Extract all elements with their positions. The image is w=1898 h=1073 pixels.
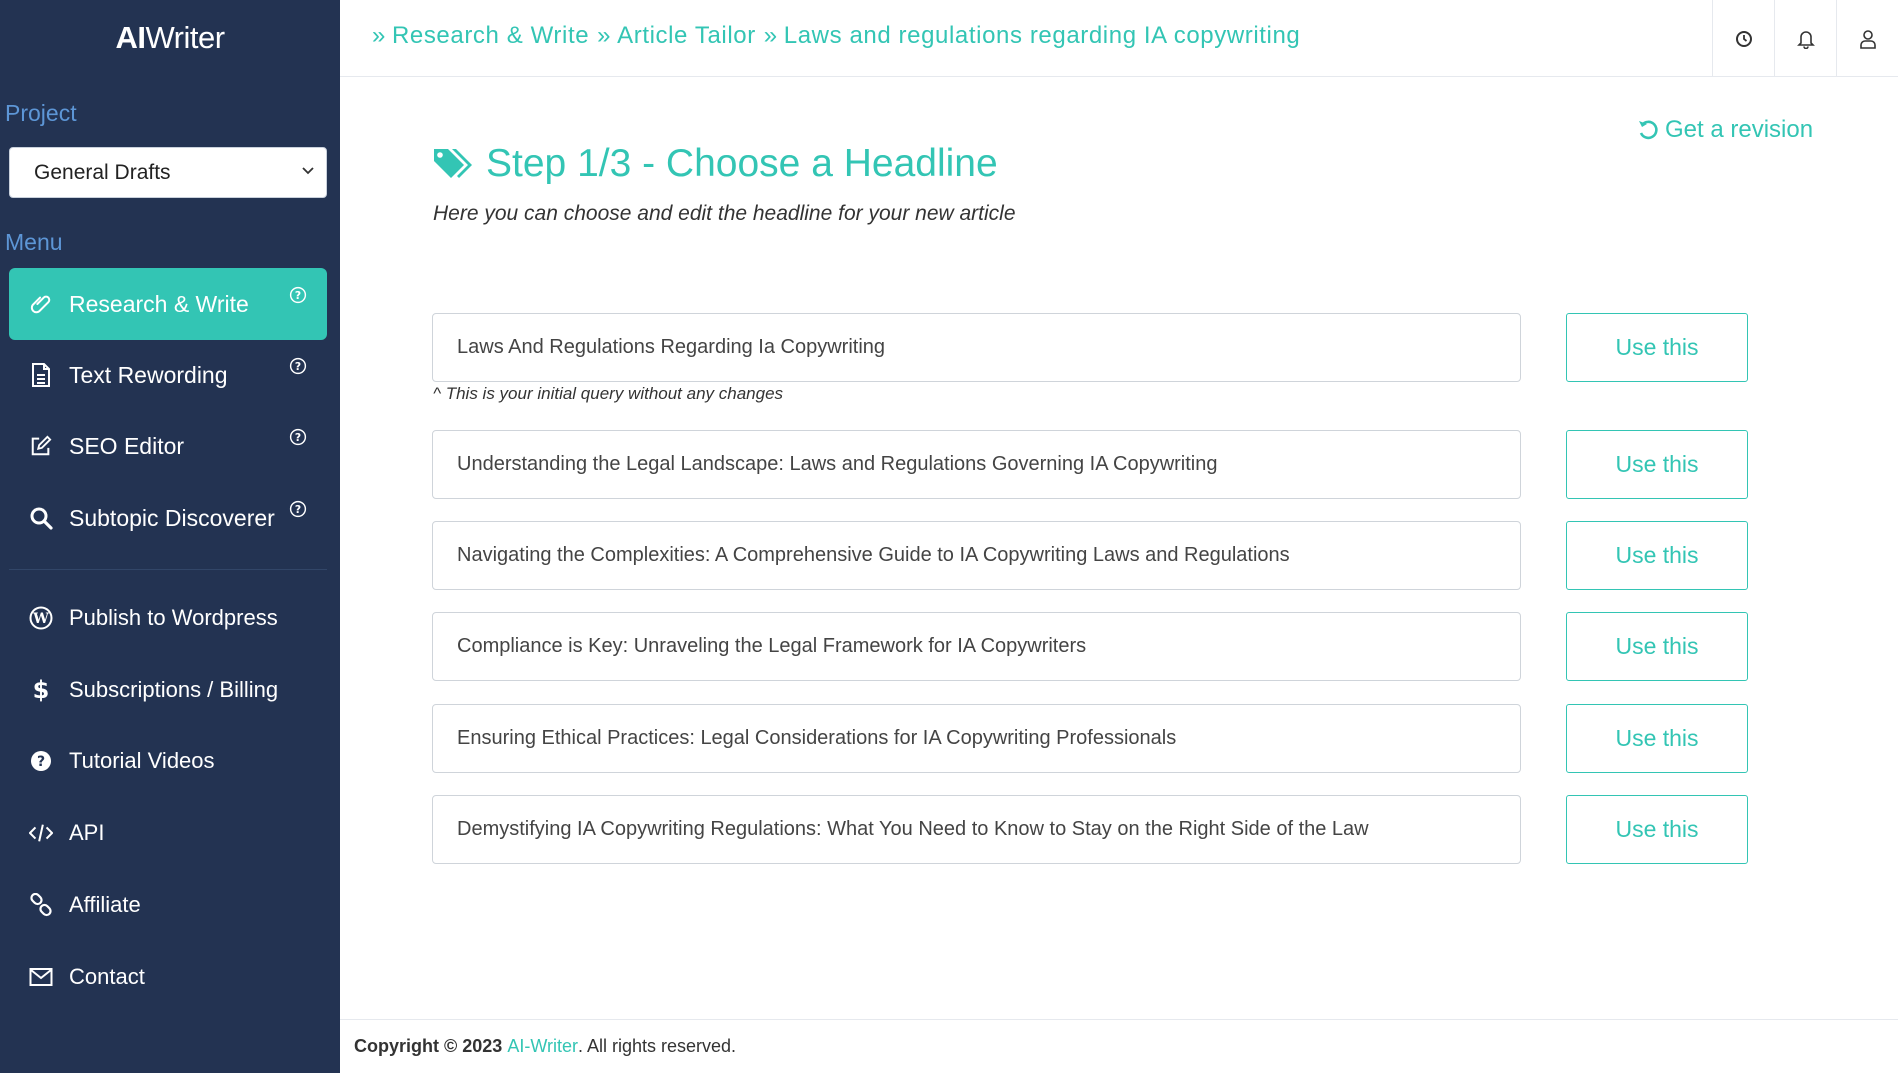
breadcrumb — [372, 22, 1308, 50]
project-select-value: General Drafts — [34, 160, 171, 184]
headline-input-4[interactable]: Compliance is Key: Unraveling the Legal Framework for IA Copywriters — [432, 612, 1521, 681]
use-this-button-5[interactable]: Use this — [1566, 704, 1748, 773]
clock-button[interactable] — [1712, 0, 1774, 77]
sidebar-item-label: Text Rewording — [69, 361, 228, 388]
sidebar-item-label: SEO Editor — [69, 432, 185, 459]
get-revision-label: Get a revision — [1665, 116, 1814, 143]
sidebar-item-label: Subscriptions / Billing — [69, 677, 279, 702]
help-icon[interactable] — [289, 428, 307, 446]
sidebar-item-seo-editor[interactable] — [9, 410, 327, 482]
help-icon[interactable] — [289, 500, 307, 518]
sidebar-item-research-write[interactable] — [9, 268, 327, 340]
chevron-down-icon — [300, 162, 316, 178]
svg-text:?: ? — [294, 431, 302, 445]
paperclip-icon — [29, 292, 53, 316]
breadcrumb-item-current: Laws and regulations regarding IA copywriting — [783, 22, 1301, 49]
help-icon[interactable] — [289, 286, 307, 304]
sidebar-item-label: Publish to Wordpress — [69, 605, 278, 630]
sidebar-item-affiliate[interactable] — [9, 869, 327, 941]
svg-text:$: $ — [33, 677, 49, 703]
use-this-button-6[interactable]: Use this — [1566, 795, 1748, 864]
sidebar-item-label: Affiliate — [69, 892, 141, 917]
help-icon[interactable] — [289, 357, 307, 375]
headline-input-5[interactable]: Ensuring Ethical Practices: Legal Considerations for IA Copywriting Professionals — [432, 704, 1521, 773]
sidebar-item-label: Subtopic Discoverer — [69, 504, 275, 531]
project-label: Project — [5, 100, 77, 126]
svg-text:?: ? — [294, 503, 302, 517]
document-icon — [29, 363, 53, 387]
sidebar-item-api[interactable] — [9, 797, 327, 869]
notifications-button[interactable] — [1774, 0, 1836, 77]
svg-text:?: ? — [294, 360, 302, 374]
link-icon — [29, 893, 53, 917]
breadcrumb-separator-icon: » — [372, 22, 386, 49]
clock-icon — [1735, 30, 1753, 48]
undo-icon — [1637, 119, 1659, 141]
svg-text:?: ? — [36, 754, 46, 770]
headline-input-6[interactable]: Demystifying IA Copywriting Regulations: What You Need to Know to Stay on the Right Side of the Law — [432, 795, 1521, 864]
footer-copyright: Copyright © 2023 — [354, 1036, 503, 1056]
page-title — [432, 142, 998, 186]
code-icon — [29, 821, 53, 845]
svg-text:?: ? — [294, 289, 302, 303]
edit-icon — [29, 434, 53, 458]
step-title-text: Step 1/3 - Choose a Headline — [486, 142, 998, 185]
menu-label: Menu — [5, 229, 63, 255]
use-this-button-2[interactable]: Use this — [1566, 430, 1748, 499]
use-this-button-3[interactable]: Use this — [1566, 521, 1748, 590]
headline-input-2[interactable]: Understanding the Legal Landscape: Laws and Regulations Governing IA Copywriting — [432, 430, 1521, 499]
sidebar-item-label: Contact — [69, 964, 145, 989]
sidebar-divider — [9, 569, 327, 570]
sidebar-item-label: API — [69, 820, 105, 845]
sidebar-item-contact[interactable] — [9, 941, 327, 1013]
sidebar-item-publish-wordpress[interactable] — [9, 582, 327, 654]
envelope-icon — [29, 965, 53, 989]
page-subtitle: Here you can choose and edit the headline for your new article — [433, 202, 1016, 225]
use-this-button-4[interactable]: Use this — [1566, 612, 1748, 681]
sidebar-item-text-rewording[interactable] — [9, 339, 327, 411]
breadcrumb-item-research-write[interactable]: Research & Write — [391, 22, 590, 49]
user-menu-button[interactable] — [1836, 0, 1898, 77]
sidebar-item-subscriptions-billing[interactable] — [9, 654, 327, 726]
sidebar-item-label: Tutorial Videos — [69, 748, 215, 773]
headline-input-1[interactable]: Laws And Regulations Regarding Ia Copywriting — [432, 313, 1521, 382]
use-this-button-1[interactable]: Use this — [1566, 313, 1748, 382]
user-icon — [1859, 29, 1877, 49]
sidebar-item-label: Research & Write — [69, 290, 249, 317]
question-circle-icon — [29, 749, 53, 773]
get-revision-link[interactable] — [1637, 116, 1813, 144]
search-icon — [29, 506, 53, 530]
footer-rights: . All rights reserved. — [578, 1036, 737, 1056]
initial-query-note: ^ This is your initial query without any changes — [433, 384, 784, 403]
tags-icon — [432, 146, 474, 182]
wordpress-icon — [29, 606, 53, 630]
headline-input-3[interactable]: Navigating the Complexities: A Comprehensive Guide to IA Copywriting Laws and Regulations — [432, 521, 1521, 590]
dollar-icon — [29, 678, 53, 702]
topbar — [340, 0, 1898, 77]
svg-text:W: W — [33, 611, 49, 627]
brand-logo[interactable]: AIWriter — [115, 20, 225, 55]
sidebar-item-tutorial-videos[interactable] — [9, 725, 327, 797]
sidebar-item-subtopic-discoverer[interactable] — [9, 482, 327, 554]
breadcrumb-separator-icon: » — [597, 22, 612, 49]
topbar-icons — [1712, 0, 1898, 77]
project-select[interactable] — [9, 147, 327, 198]
sidebar — [0, 0, 340, 1073]
footer — [340, 1019, 1898, 1073]
bell-icon — [1797, 29, 1815, 49]
breadcrumb-item-article-tailor[interactable]: Article Tailor — [617, 22, 756, 49]
footer-brand-link[interactable]: AI-Writer — [507, 1036, 578, 1056]
breadcrumb-separator-icon: » — [763, 22, 778, 49]
